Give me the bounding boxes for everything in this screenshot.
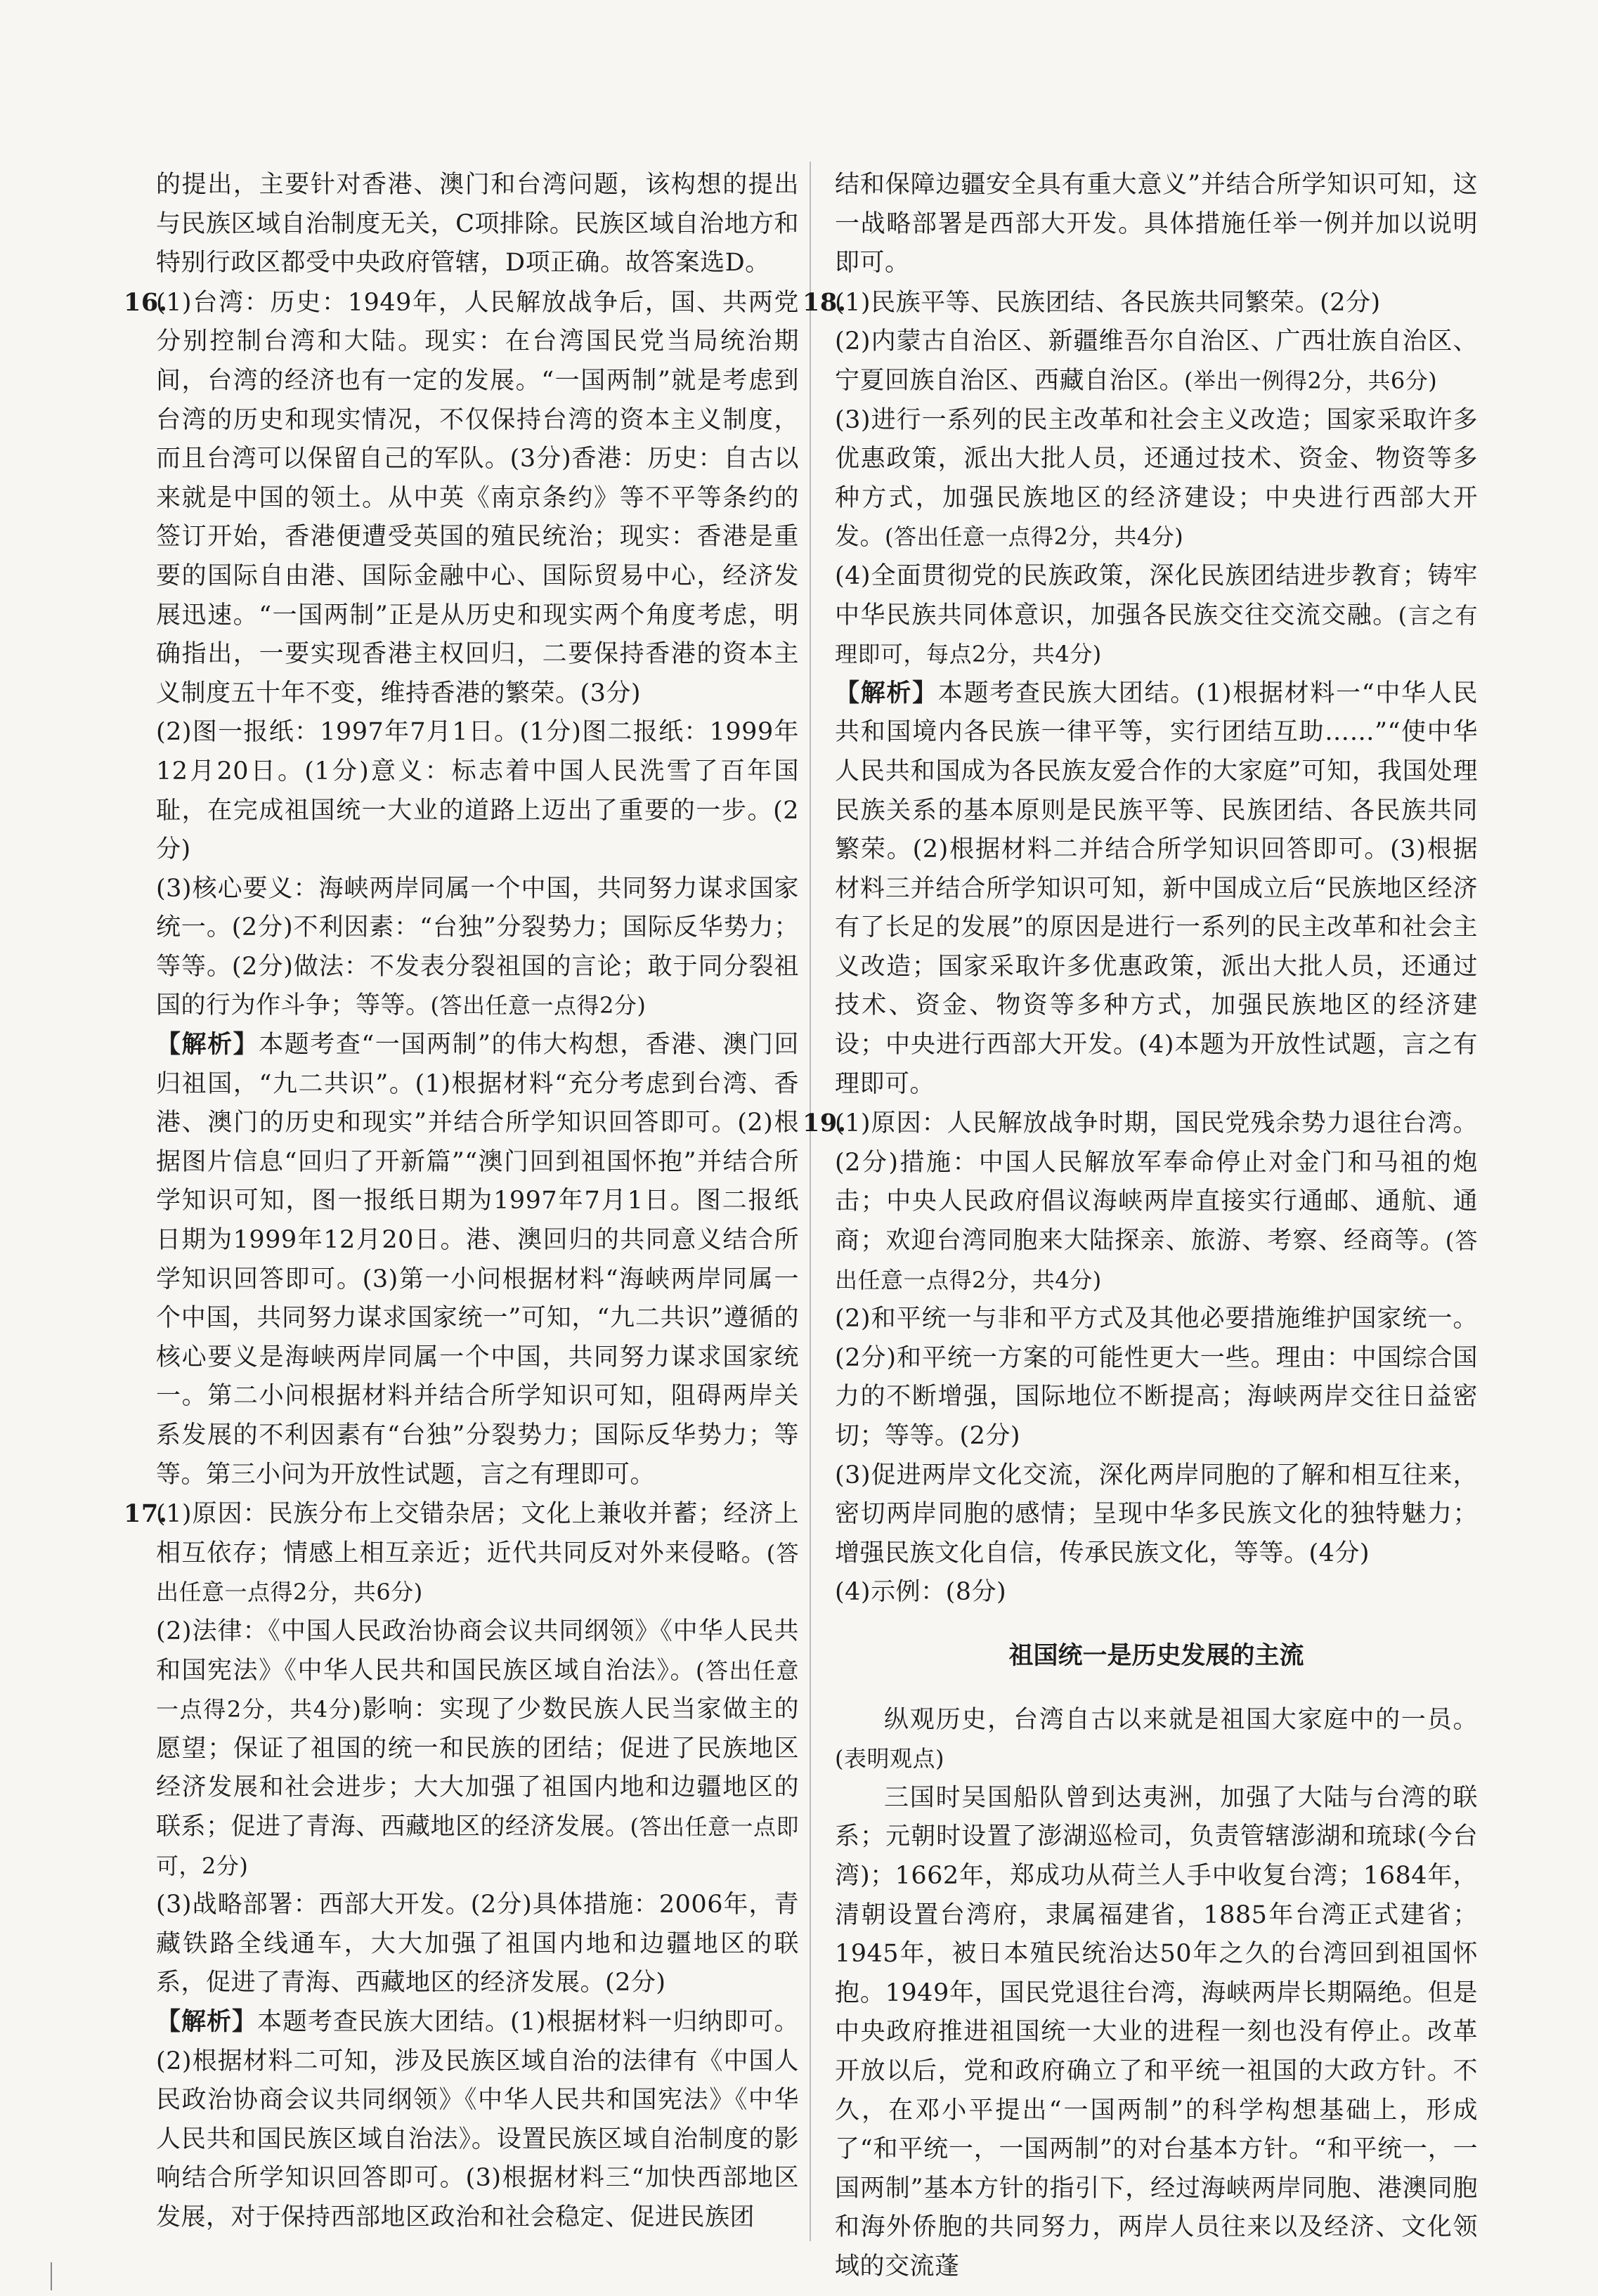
answer-part-3: (3)核心要义：海峡两岸同属一个中国，共同努力谋求国家统一。(2分)不利因素：“台独”分裂势力；国际反华势力；等等。(2分)做法：不发表分裂祖国的言论；敢于同分裂祖国的行为作斗争；等等。 — [156, 874, 799, 1020]
question-number: 19. — [803, 1109, 847, 1138]
answer-part-2: (2)内蒙古自治区、新疆维吾尔自治区、广西壮族自治区、宁夏回族自治区、西藏自治区。 — [835, 327, 1478, 395]
answer-part-3: (3)促进两岸文化交流，深化两岸同胞的了解和相互往来，密切两岸同胞的感情；呈现中华多民族文化的独特魅力；增强民族文化自信，传承民族文化，等等。(4分) — [835, 1461, 1478, 1567]
answer-part-1: (1)民族平等、民族团结、各民族共同繁荣。(2分) — [835, 288, 1381, 317]
question-number: 16. — [124, 287, 168, 317]
scoring-note: (举出一例得2分，共6分) — [1184, 367, 1438, 394]
answer-part-2: (2)和平统一与非和平方式及其他必要措施维护国家统一。(2分)和平统一方案的可能性更大一些。理由：中国综合国力的不断增强，国际地位不断提高；海峡两岸交往日益密切；等等。(2分) — [835, 1305, 1478, 1450]
answer-part-1: (1)原因：人民解放战争时期，国民党残余势力退往台湾。(2分)措施：中国人民解放军奉命停止对金门和马祖的炮击；中央人民政府倡议海峡两岸直接实行通邮、通航、通商；欢迎台湾同胞来大陆探亲、旅游、考察、经商等。 — [835, 1109, 1478, 1255]
column-divider — [810, 162, 811, 2241]
analysis-text: 本题考查民族大团结。(1)根据材料一归纳即可。(2)根据材料二可知，涉及民族区域自治的法律有《中国人民政治协商会议共同纲领》《中华人民共和国宪法》《中华人民共和国民族区域自治法》。设置民族区域自治制度的影响结合所学知识回答即可。(3)根据材料三“加快西部地区发展，对于保持西部地区政治和社会稳定、促进民族团 — [156, 2007, 799, 2231]
question-number: 17. — [124, 1499, 168, 1529]
question-16 — [124, 283, 799, 1494]
question-18 — [803, 283, 1478, 1104]
scoring-note: (言之有理即可，每点2分，共4分) — [835, 601, 1478, 668]
answer-part-4: (4)示例：(8分) — [835, 1578, 1007, 1607]
scoring-note: (答出任意一点得2分，共4分) — [835, 1227, 1478, 1293]
answer-part-1: (1)台湾：历史：1949年，人民解放战争后，国、共两党分别控制台湾和大陆。现实：在台湾国民党当局统治期间，台湾的经济也有一定的发展。“一国两制”就是考虑到台湾的历史和现实情况，不仅保持台湾的资本主义制度，而且台湾可以保留自己的军队。(3分)香港：历史：自古以来就是中国的领土。从中英《南京条约》等不平等条约的签订开始，香港便遭受英国的殖民统治；现实：香港是重要的国际自由港、国际金融中心、国际贸易中心，经济发展迅速。“一国两制”正是从历史和现实两个角度考虑，明确指出，一要实现香港主权回归，二要保持香港的资本主义制度五十年不变，维持香港的繁荣。(3分) — [156, 288, 799, 707]
analysis-label: 【解析】 — [156, 2007, 257, 2036]
scoring-note: (答出任意一点得2分，共6分) — [156, 1539, 799, 1606]
essay-paragraph-1: 纵观历史，台湾自古以来就是祖国大家庭中的一员。 — [884, 1705, 1478, 1734]
analysis-label: 【解析】 — [156, 1031, 259, 1059]
question-19 — [803, 1104, 1478, 2286]
scoring-note: (答出任意一点即可，2分) — [156, 1813, 800, 1879]
left-column — [124, 166, 800, 2237]
answer-part-4: (4)全面贯彻党的民族政策，深化民族团结进步教育；铸牢中华民族共同体意识，加强各民族交往交流交融。 — [835, 561, 1478, 630]
analysis-label: 【解析】 — [835, 679, 938, 707]
continued-answer: 的提出，主要针对香港、澳门和台湾问题，该构想的提出与民族区域自治制度无关，C项排除。民族区域自治地方和特别行政区都受中央政府管辖，D项正确。故答案选D。 — [156, 171, 799, 278]
analysis-text: 本题考查民族大团结。(1)根据材料一“中华人民共和国境内各民族一律平等，实行团结互助……”“使中华人民共和国成为各民族友爱合作的大家庭”可知，我国处理民族关系的基本原则是民族平等、民族团结、各民族共同繁荣。(2)根据材料二并结合所学知识回答即可。(3)根据材料三并结合所学知识可知，新中国成立后“民族地区经济有了长足的发展”的原因是进行一系列的民主改革和社会主义改造；国家采取许多优惠政策，派出大批人员，还通过技术、资金、物资等多种方式，加强民族地区的经济建设；中央进行西部大开发。(4)本题为开放性试题，言之有理即可。 — [835, 679, 1478, 1098]
answer-part-2b: 影响：实现了少数民族人民当家做主的愿望；保证了祖国的统一和民族的团结；促进了民族地区经济发展和社会进步；大大加强了祖国内地和边疆地区的联系；促进了青海、西藏地区的经济发展。 — [156, 1695, 799, 1841]
essay-paragraph-2: 三国时吴国船队曾到达夷洲，加强了大陆与台湾的联系；元朝时设置了澎湖巡检司，负责管辖澎湖和琉球(今台湾)；1662年，郑成功从荷兰人手中收复台湾；1684年，清朝设置台湾府，隶属福建省，1885年台湾正式建省；1945年，被日本殖民统治达50年之久的台湾回到祖国怀抱。1949年，国民党退往台湾，海峡两岸长期隔绝。但是中央政府推进祖国统一大业的进程一刻也没有停止。改革开放以后，党和政府确立了和平统一祖国的大政方针。不久，在邓小平提出“一国两制”的科学构想基础上，形成了“和平统一，一国两制”的对台基本方针。“和平统一，一国两制”基本方针的指引下，经过海峡两岸同胞、港澳同胞和海外侨胞的共同努力，两岸人员往来以及经济、文化领域的交流蓬 — [835, 1783, 1478, 2281]
scoring-note: (答出任意一点得2分，共4分) — [885, 523, 1184, 551]
right-column — [803, 166, 1478, 2286]
answer-part-1: (1)原因：民族分布上交错杂居；文化上兼收并蓄；经济上相互依存；情感上相互亲近；近代共同反对外来侵略。 — [156, 1500, 799, 1567]
question-number: 18. — [803, 287, 847, 317]
analysis-text: 本题考查“一国两制”的伟大构想，香港、澳门回归祖国，“九二共识”。(1)根据材料“充分考虑到台湾、香港、澳门的历史和现实”并结合所学知识回答即可。(2)根据图片信息“回归了开新篇”“澳门回到祖国怀抱”并结合所学知识可知，图一报纸日期为1997年7月1日。图二报纸日期为1999年12月20日。港、澳回归的共同意义结合所学知识回答即可。(3)第一小问根据材料“海峡两岸同属一个中国，共同努力谋求国家统一”可知，“九二共识”遵循的核心要义是海峡两岸同属一个中国，共同努力谋求国家统一。第二小问根据材料并结合所学知识可知，阻碍两岸关系发展的不利因素有“台独”分裂势力；国际反华势力；等等。第三小问为开放性试题，言之有理即可。 — [156, 1031, 799, 1489]
essay-title: 祖国统一是历史发展的主流 — [1008, 1641, 1304, 1670]
answer-part-3: (3)战略部署：西部大开发。(2分)具体措施：2006年，青藏铁路全线通车，大大加强了祖国内地和边疆地区的联系，促进了青海、西藏地区的经济发展。(2分) — [156, 1891, 799, 1997]
answer-part-3: (3)进行一系列的民主改革和社会主义改造；国家采取许多优惠政策，派出大批人员，还通过技术、资金、物资等多种方式，加强民族地区的经济建设；中央进行西部大开发。 — [835, 405, 1478, 552]
scoring-note: (答出任意一点得2分，共4分) — [156, 1657, 799, 1723]
scoring-note: (答出任意一点得2分) — [430, 992, 647, 1019]
essay-note: (表明观点) — [835, 1745, 944, 1773]
continued-analysis: 结和保障边疆安全具有重大意义”并结合所学知识可知，这一战略部署是西部大开发。具体措施任举一例并加以说明即可。 — [835, 171, 1478, 278]
page-corner-mark — [51, 2262, 52, 2290]
question-17 — [124, 1494, 800, 2237]
answer-part-2: (2)图一报纸：1997年7月1日。(1分)图二报纸：1999年12月20日。(1分)意义：标志着中国人民洗雪了百年国耻，在完成祖国统一大业的道路上迈出了重要的一步。(2分) — [156, 718, 799, 864]
answer-part-2: (2)法律：《中国人民政治协商会议共同纲领》《中华人民共和国宪法》《中华人民共和国民族区域自治法》。 — [156, 1617, 799, 1685]
